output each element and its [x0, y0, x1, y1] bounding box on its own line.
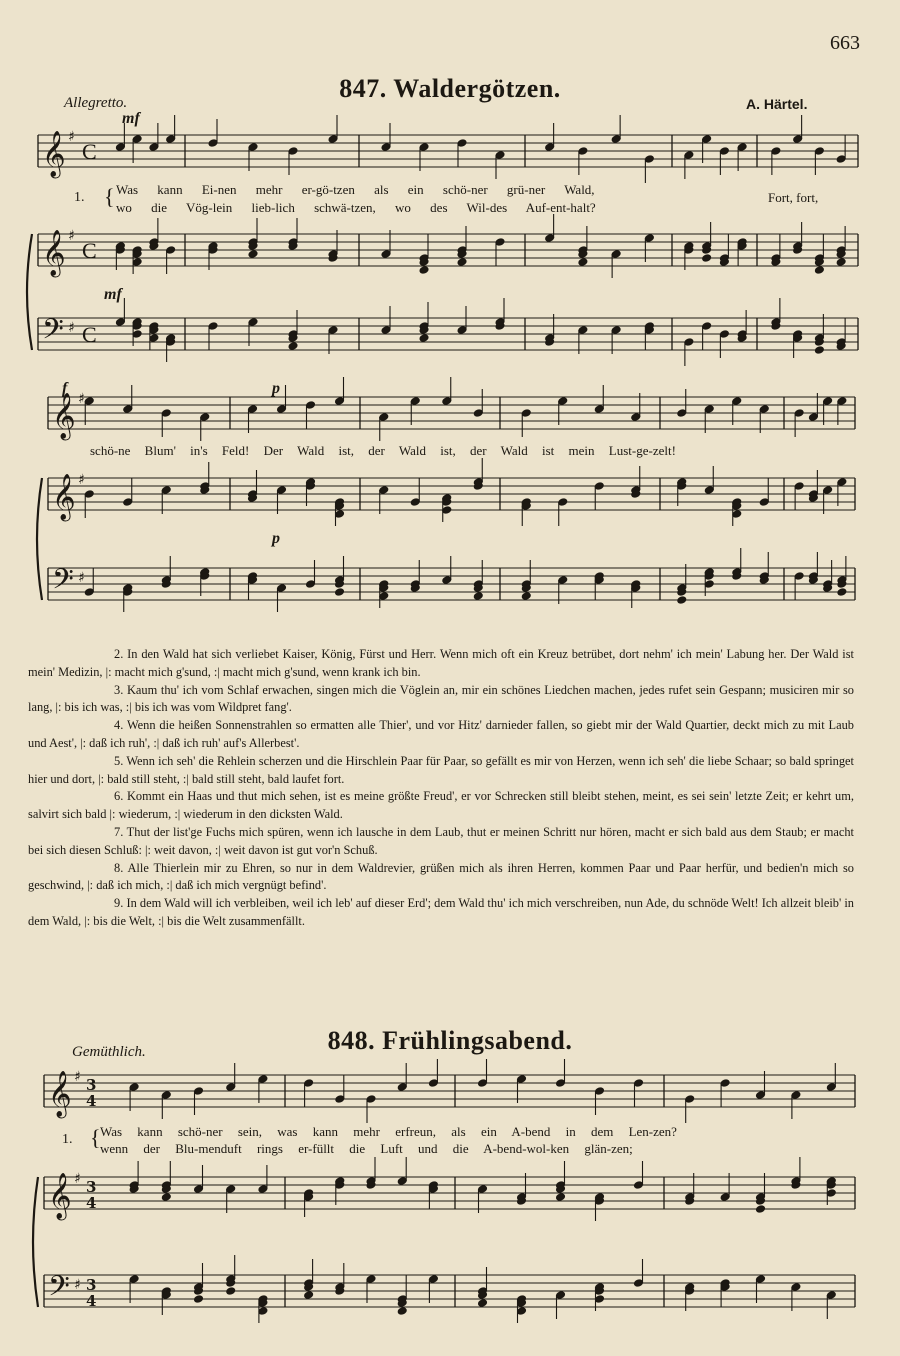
- key-signature-sharp: ♯: [78, 570, 85, 586]
- piano-brace: [33, 1177, 38, 1307]
- note-head: [478, 1299, 488, 1308]
- dynamic-f: f: [62, 380, 68, 397]
- bass-clef: 𝄢: [48, 1270, 70, 1310]
- time-signature-top: 3: [86, 1076, 97, 1094]
- note-head: [677, 596, 687, 605]
- song-847-composer: A. Härtel.: [746, 96, 808, 112]
- note-head: [161, 1193, 171, 1202]
- note-head: [419, 266, 429, 275]
- note-head: [836, 258, 846, 267]
- note-head: [397, 1307, 407, 1316]
- note-head: [419, 334, 429, 343]
- song-847-lyric-line-1b: wo die Vög-lein lieb-lich schwä-tzen, wo des Wil-des Auf-ent-halt?: [116, 200, 596, 215]
- time-signature-bottom: 4: [86, 1292, 97, 1310]
- note-head: [288, 342, 298, 351]
- note-head: [702, 254, 712, 263]
- note-head: [194, 1295, 204, 1304]
- song-847-lyric-line-2: schö-ne Blum' in's Feld! Der Wald ist, der Wald ist, der Wald ist mein Lust-ge-zelt!: [90, 443, 676, 458]
- note-head: [226, 1287, 236, 1296]
- bass-clef: 𝄢: [52, 563, 74, 603]
- page-number: 663: [830, 32, 860, 54]
- note-head: [756, 1205, 766, 1214]
- note-head: [814, 266, 824, 275]
- song-848-lyric-line-1a: Was kann schö-ner sein, was kann mehr erfreun, als ein A-bend in dem Len-zen?: [100, 1124, 677, 1139]
- song-847-verse-number: 1.: [74, 190, 85, 205]
- time-signature-top: 3: [86, 1178, 97, 1196]
- note-head: [335, 588, 345, 597]
- song-848-title: Frühlingsabend.: [382, 1026, 573, 1055]
- verse-6: 6. Kommt ein Haas und thut mich sehen, ist es meine größte Freud', er vor Schrecken still bleibt stehen, meint, es sei sein' letzte Zeit; er kehrt um, salvirt sich bald |: wiederum, :| wiederum in den dicksten Wald.: [28, 789, 854, 822]
- time-signature-bottom: 4: [86, 1194, 97, 1212]
- time-signature: C: [82, 238, 97, 263]
- song-847-lyric-line-1a: Was kann Ei-nen mehr er-gö-tzen als ein schö-ner grü-ner Wald,: [116, 182, 595, 197]
- note-head: [304, 1291, 314, 1300]
- treble-clef: 𝄞: [52, 474, 76, 520]
- verse-3: 3. Kaum thu' ich vom Schlaf erwachen, singen mich die Vöglein an, mir ein schönes Liedchen machen, jedes rufet sein Gespann; musiciren mir so lang, |: bis ich was, :| bis ich was vom Wildpret fang'.: [28, 682, 854, 715]
- dynamic-mf-voice: mf: [122, 110, 140, 127]
- key-signature-sharp: ♯: [74, 1171, 81, 1187]
- verse-5: 5. Wenn ich seh' die Rehlein scherzen und die Hirschlein Paar für Paar, so gefällt es mir von Herzen, wenn ich seh' die liebe Schaar; so bald springet hier und dort, |: bald still steht, :| bald still steht, bald laufet fort.: [28, 753, 854, 786]
- verse-4: 4. Wenn die heißen Sonnenstrahlen so ermatten alle Thier', und vor Hitz' darnieder fallen, so giebt mir der Wald Quartier, deckt mich zu mit Laub und Aest', |: daß ich ruh', :| daß ich ruh' auf's Allerbest'.: [28, 718, 854, 750]
- dynamic-p-bass: p: [272, 530, 280, 547]
- lyric-brace: {: [104, 184, 115, 209]
- time-signature: C: [82, 139, 97, 164]
- note-head: [578, 258, 588, 267]
- key-signature-sharp: ♯: [68, 129, 75, 145]
- verse-8: 8. Alle Thierlein mir zu Ehren, so nur in dem Waldrevier, grüßen mich als ihren Herren, kommen Paar und Paar herfür, und bedien'n mich so geschwind, |: daß ich mich, :| daß ich mich vergnügt befind'.: [28, 860, 854, 893]
- key-signature-sharp: ♯: [78, 391, 85, 407]
- verse-9: 9. In dem Wald will ich verbleiben, weil ich leb' auf dieser Erd'; dem Wald thu' ich mich verschreiben, nun Ade, du schnöde Welt! Ich allzeit bleib' in dem Wald, |: bis die Welt, :| bis die Welt zusammenfällt.: [28, 896, 854, 928]
- time-signature-top: 3: [86, 1276, 97, 1294]
- key-signature-sharp: ♯: [68, 320, 75, 336]
- note-head: [248, 250, 258, 259]
- note-head: [473, 592, 483, 601]
- treble-clef: 𝄞: [52, 393, 76, 439]
- key-signature-sharp: ♯: [74, 1277, 81, 1293]
- time-signature: C: [82, 322, 97, 347]
- song-848-lyric-line-1b: wenn der Blu-menduft rings er-füllt die Luft und die A-bend-wol-ken glän-zen;: [100, 1141, 633, 1156]
- song-848-number: 848.: [327, 1026, 376, 1055]
- verse-7: 7. Thut der list'ge Fuchs mich spüren, wenn ich lausche in dem Laub, thut er meinen Schritt nur hören, macht er sich bald aus dem Staub; er macht bei sich diesen Schluß: |: weit davon, :| weit davon ist gut vor'n Schuß.: [28, 824, 854, 857]
- note-head: [837, 588, 847, 597]
- time-signature-bottom: 4: [86, 1092, 97, 1110]
- dynamic-p-voice: p: [272, 380, 280, 397]
- key-signature-sharp: ♯: [78, 472, 85, 488]
- treble-clef: 𝄞: [42, 230, 66, 276]
- bass-clef: 𝄢: [42, 313, 64, 353]
- treble-clef: 𝄞: [48, 1071, 72, 1117]
- song-847-tempo: Allegretto.: [64, 95, 128, 111]
- note-head: [556, 1193, 566, 1202]
- lyric-brace-848: {: [90, 1125, 101, 1150]
- note-head: [521, 592, 531, 601]
- dynamic-mf-piano: mf: [104, 286, 122, 303]
- song-848-tempo: Gemüthlich.: [72, 1044, 146, 1060]
- verse-2: 2. In den Wald hat sich verliebet Kaiser, König, Fürst und Herr. Wenn mich oft ein Kreuz betrübet, dort nehm' ich mein' Labung her. Der Wald ist mein' Medizin, |: macht mich g'sund, :| macht mich g'sund, wenn krank ich bin.: [28, 647, 854, 679]
- treble-clef: 𝄞: [42, 131, 66, 177]
- piano-brace: [37, 478, 42, 600]
- key-signature-sharp: ♯: [68, 228, 75, 244]
- piano-brace: [27, 234, 32, 350]
- note-head: [814, 346, 824, 355]
- song-847-refrain-start: Fort, fort,: [768, 190, 819, 205]
- song-847-title: Waldergötzen.: [393, 74, 561, 103]
- song-847-number: 847.: [339, 74, 387, 103]
- song-848-verse-number: 1.: [62, 1132, 73, 1147]
- key-signature-sharp: ♯: [74, 1069, 81, 1085]
- treble-clef: 𝄞: [48, 1173, 72, 1219]
- note-head: [457, 258, 467, 267]
- song-847-verses: [28, 646, 854, 931]
